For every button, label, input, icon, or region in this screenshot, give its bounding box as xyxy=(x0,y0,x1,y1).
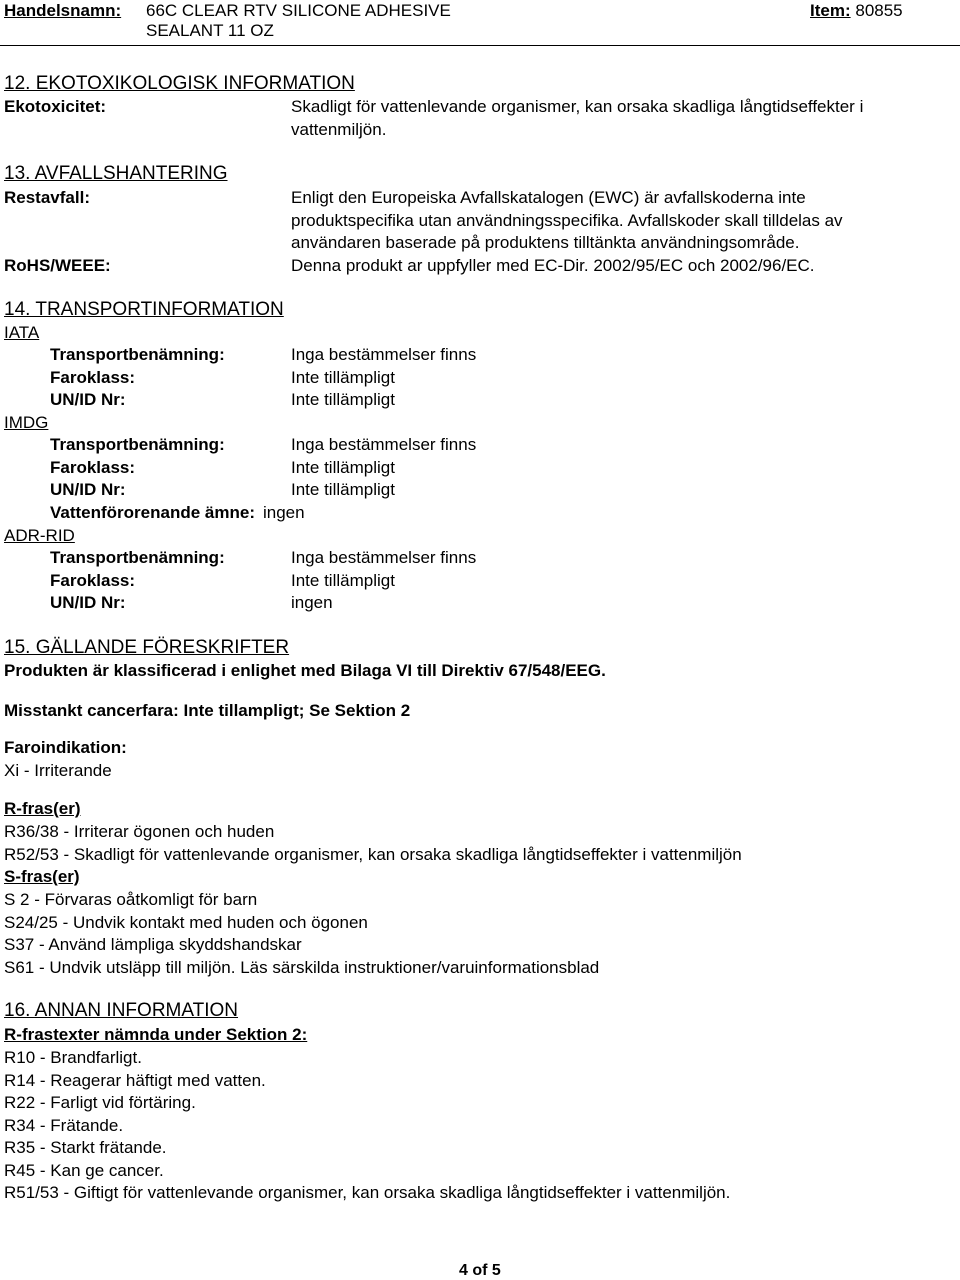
s-phrase-item: S37 - Använd lämpliga skyddshandskar xyxy=(4,935,302,954)
trade-name-label: Handelsnamn: xyxy=(4,1,122,20)
r-texts-title: R-frastexter nämnda under Sektion 2: xyxy=(4,1025,308,1044)
section-15-title: 15. GÄLLANDE FÖRESKRIFTER xyxy=(4,637,290,658)
adr-row xyxy=(0,570,960,593)
iata-title: IATA xyxy=(4,323,40,342)
adr-transport-name-value: Inga bestämmelser finns xyxy=(291,548,477,567)
s-phrases-title: S-fras(er) xyxy=(4,867,80,886)
r-phrase-item: R36/38 - Irriterar ögonen och huden xyxy=(4,822,275,841)
r-phrases-list xyxy=(4,821,742,866)
section-16-title: 16. ANNAN INFORMATION xyxy=(4,1000,239,1021)
r-texts-list xyxy=(4,1047,730,1205)
r-phrases-title: R-fras(er) xyxy=(4,799,81,818)
s-phrase-item: S61 - Undvik utsläpp till miljön. Läs särskilda instruktioner/varuinformationsblad xyxy=(4,957,600,977)
imdg-marine-pollutant-value: ingen xyxy=(263,503,305,522)
iata-row xyxy=(0,344,960,367)
iata-row xyxy=(0,389,960,412)
adr-transport-name-label: Transportbenämning: xyxy=(50,548,225,567)
header-divider xyxy=(0,45,960,46)
adr-rid-title: ADR-RID xyxy=(4,526,75,545)
r-text-item: R51/53 - Giftigt för vattenlevande organismer, kan orsaka skadliga långtidseffekter i vattenmiljön. xyxy=(4,1183,731,1202)
adr-un-id-label: UN/ID Nr: xyxy=(50,593,126,612)
imdg-marine-pollutant-label: Vattenförorenande ämne: xyxy=(50,503,255,522)
iata-transport-name-label: Transportbenämning: xyxy=(50,345,225,364)
classification-statement: Produkten är klassificerad i enlighet med Bilaga VI till Direktiv 67/548/EEG. xyxy=(4,661,606,680)
imdg-row xyxy=(0,502,960,525)
r-text-item: R10 - Brandfarligt. xyxy=(4,1048,142,1067)
s-phrase-item: S24/25 - Undvik kontakt med huden och ögonen xyxy=(4,912,368,932)
r-text-item: R35 - Starkt frätande. xyxy=(4,1138,167,1157)
cancer-hazard-statement: Misstankt cancerfara: Inte tillampligt; Se Sektion 2 xyxy=(4,701,411,720)
iata-un-id-label: UN/ID Nr: xyxy=(50,390,126,409)
imdg-row xyxy=(0,457,960,480)
waste-label: Restavfall: xyxy=(4,188,90,207)
section-14-title: 14. TRANSPORTINFORMATION xyxy=(4,299,284,320)
item-label: Item: xyxy=(810,1,851,20)
iata-hazard-class-value: Inte tillämpligt xyxy=(291,368,395,387)
product-name-line2: SEALANT 11 OZ xyxy=(146,21,274,40)
ecotoxicity-label: Ekotoxicitet: xyxy=(4,97,107,116)
imdg-row xyxy=(0,434,960,457)
s-phrases-list xyxy=(4,889,599,979)
r-text-item: R22 - Farligt vid förtäring. xyxy=(4,1093,196,1112)
iata-hazard-class-label: Faroklass: xyxy=(50,368,136,387)
r-text-item: R45 - Kan ge cancer. xyxy=(4,1160,164,1180)
rohs-value: Denna produkt ar uppfyller med EC-Dir. 2002/95/EC och 2002/96/EC. xyxy=(291,256,815,275)
page-number: 4 of 5 xyxy=(459,1262,501,1279)
adr-row xyxy=(0,547,960,570)
rohs-label: RoHS/WEEE: xyxy=(4,256,111,275)
iata-transport-name-value: Inga bestämmelser finns xyxy=(291,345,477,364)
product-name-line1: 66C CLEAR RTV SILICONE ADHESIVE xyxy=(146,1,451,20)
waste-value: Enligt den Europeiska Avfallskatalogen (EWC) är avfallskoderna inte produktspecifika utan användningsspecifika. Avfallskoder skall tilldelas av användaren baserade på produktens tilltänkta användningsområde. xyxy=(291,188,843,252)
hazard-indication-value: Xi - Irriterande xyxy=(4,761,112,780)
section-13-title: 13. AVFALLSHANTERING xyxy=(4,163,228,184)
imdg-transport-name-value: Inga bestämmelser finns xyxy=(291,435,477,454)
imdg-hazard-class-label: Faroklass: xyxy=(50,458,136,477)
item-value: 80855 xyxy=(855,1,903,20)
imdg-hazard-class-value: Inte tillämpligt xyxy=(291,458,395,477)
item-number xyxy=(810,1,903,21)
adr-hazard-class-label: Faroklass: xyxy=(50,571,136,590)
imdg-title: IMDG xyxy=(4,413,49,432)
s-phrase-item: S 2 - Förvaras oåtkomligt för barn xyxy=(4,890,258,909)
r-text-item: R14 - Reagerar häftigt med vatten. xyxy=(4,1070,266,1090)
imdg-un-id-label: UN/ID Nr: xyxy=(50,480,126,499)
adr-row xyxy=(0,592,960,615)
iata-un-id-value: Inte tillämpligt xyxy=(291,390,395,409)
adr-un-id-value: ingen xyxy=(291,593,333,612)
imdg-transport-name-label: Transportbenämning: xyxy=(50,435,225,454)
iata-row xyxy=(0,367,960,390)
ecotoxicity-value: Skadligt för vattenlevande organismer, kan orsaka skadliga långtidseffekter i vattenmiljön. xyxy=(291,97,864,139)
imdg-un-id-value: Inte tillämpligt xyxy=(291,480,395,499)
adr-hazard-class-value: Inte tillämpligt xyxy=(291,571,395,590)
r-text-item: R34 - Frätande. xyxy=(4,1115,124,1135)
hazard-indication-label: Faroindikation: xyxy=(4,738,127,757)
r-phrase-item: R52/53 - Skadligt för vattenlevande organismer, kan orsaka skadliga långtidseffekter i vattenmiljön xyxy=(4,844,742,864)
imdg-row xyxy=(0,479,960,502)
section-12-title: 12. EKOTOXIKOLOGISK INFORMATION xyxy=(4,73,355,94)
